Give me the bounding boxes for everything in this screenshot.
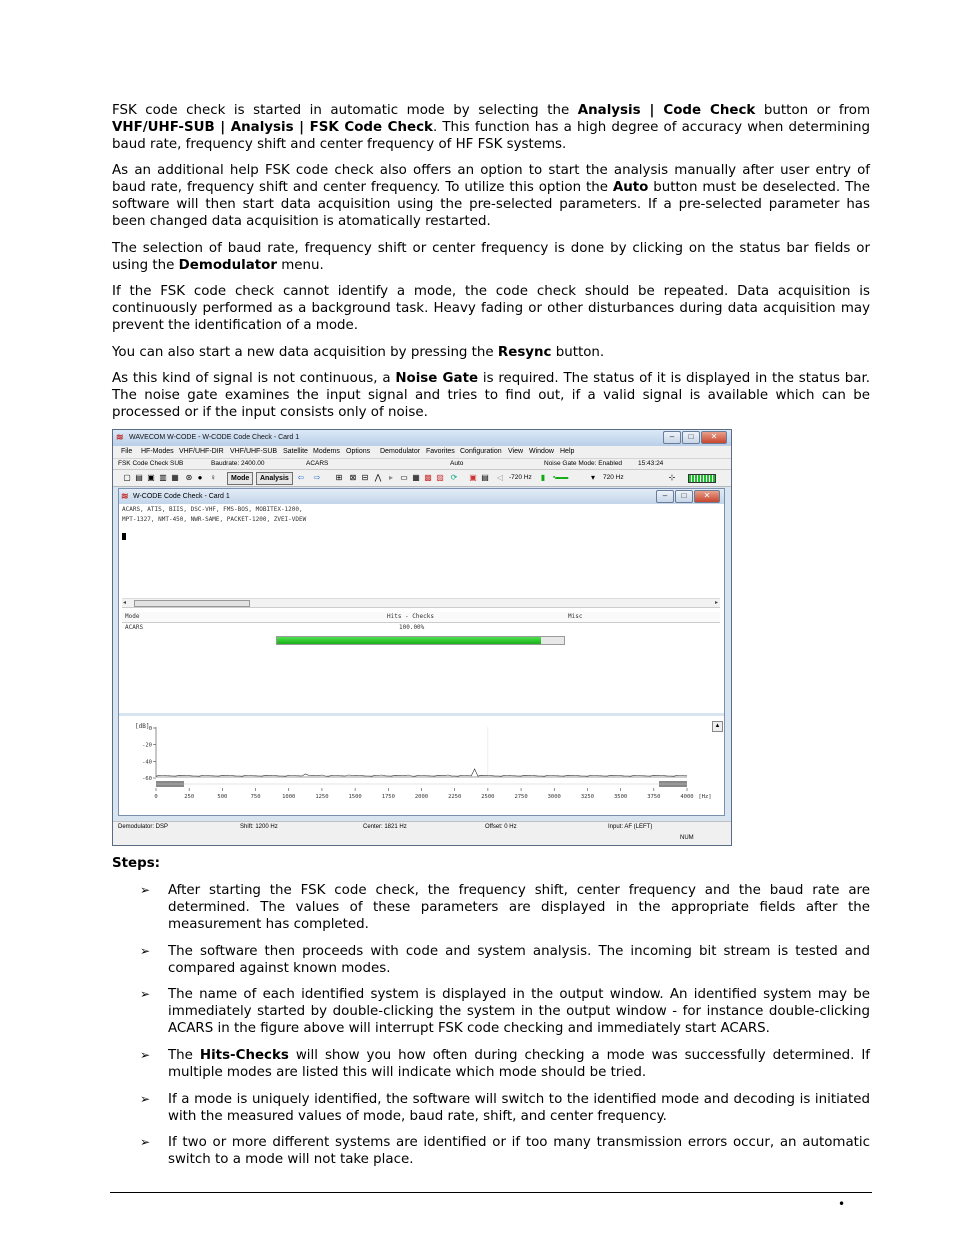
text: You can also start a new data acquisition by pressing the [112,345,498,360]
y-tick-label: -60 [142,776,152,782]
menu-hf-modes[interactable]: HF-Modes [141,448,174,455]
wavecom-logo-icon: ≋ [121,491,129,501]
text: . This function has a high degree of accuracy when determining baud rate, frequency shift and center frequency of HF FSK systems. [112,120,870,152]
bold-term: Auto [612,180,649,195]
speaker-icon[interactable]: ◁ [496,473,504,482]
status-mode[interactable]: FSK Code Check SUB [118,460,184,467]
output-line[interactable]: MPT-1327, NMT-450, NWR-SAME, PACKET-1200, ZVEI-VDEW [122,516,307,523]
text-cursor [122,531,720,544]
bold-term: VHF/UHF-SUB | Analysis | FSK Code Check [112,120,433,135]
status-demodulator[interactable]: Demodulator: DSP [118,824,169,830]
output-window[interactable] [122,505,720,598]
toolbar [113,470,731,487]
menu-help[interactable]: Help [560,448,575,455]
text: As this kind of signal is not continuous, a [112,371,396,386]
minimize-icon[interactable]: – [656,490,674,503]
analysis-button[interactable]: Analysis [256,472,293,485]
chevron-down-icon[interactable]: ▾ [590,473,595,482]
text: button or from [755,103,871,118]
tuning-icon[interactable]: ▮ [540,473,546,482]
bulb-icon[interactable]: ♀ [210,473,216,482]
text: button must be deselected. The software will then start data acquisition using the pre-selected parameters. If a pre-selected parameter has been changed data acquisition is atomatically restarted. [112,180,870,229]
status-offset[interactable]: Offset: 0 Hz [485,824,517,830]
bold-term: Demodulator [178,258,277,273]
stop-icon[interactable]: ▣ [469,473,477,482]
horizontal-scrollbar[interactable] [122,598,720,608]
child-window-title: W-CODE Code Check - Card 1 [133,493,230,500]
status-noise-gate[interactable]: Noise Gate Mode: Enabled [544,460,623,467]
menu-favorites[interactable]: Favorites [426,448,455,455]
bullet-arrow-icon: ➢ [140,987,151,1001]
x-tick-label: 2500 [481,794,495,800]
binoculars-icon[interactable]: ⊛ [185,473,193,482]
tuning-slider-icon[interactable]: ▪▬▬ [553,474,569,481]
waterfall-icon[interactable]: ▩ [424,473,432,482]
window-controls [663,431,727,443]
play-icon[interactable]: ▸ [388,473,393,482]
open-folder-icon[interactable]: ▤ [135,473,143,482]
status-num: NUM [680,835,694,841]
text: menu. [276,258,324,273]
refresh-icon[interactable]: ⟳ [450,473,458,482]
arrow-right-icon[interactable]: ⇨ [313,473,321,482]
paragraph-resync [112,344,870,361]
window-title: WAVECOM W-CODE - W-CODE Code Check - Card 1 [129,434,300,441]
bold-term: Noise Gate [395,371,479,386]
hits-progress-bar [276,636,565,645]
tools-icon[interactable]: ▨ [436,473,444,482]
menu-window[interactable]: Window [529,448,554,455]
results-table-header [122,612,720,623]
x-tick-label: 2250 [448,794,462,800]
grid-icon[interactable]: ⊞ [335,473,343,482]
child-titlebar [119,489,724,504]
paragraph-manual-mode [112,162,870,230]
x-tick-label: 500 [217,794,228,800]
menu-vhf-uhf-dir[interactable]: VHF/UHF-DIR [179,448,224,455]
x-tick-label: 1250 [315,794,329,800]
print-preview-icon[interactable]: ▦ [171,473,179,482]
main-titlebar [113,430,731,446]
paragraph-noise-gate [112,370,870,421]
resync-icon[interactable]: ⊠ [349,473,357,482]
spectrum-display [123,719,719,813]
table-row[interactable] [122,623,720,633]
close-icon[interactable]: ✕ [701,431,727,444]
y-axis-label: [dB] [135,723,150,730]
x-tick-label: 1000 [282,794,296,800]
step-item: If a mode is uniquely identified, the software will switch to the identified mode and decoding is initiated with the measured values of mode, baud rate, shift, and center frequency. [168,1092,870,1124]
step-item: If two or more different systems are identified or if too many transmission errors occur, an automatic switch to a mode will not take place. [168,1135,870,1167]
progress-fill [277,637,541,644]
text: The selection of baud rate, frequency shift or center frequency is done by clicking on the status bar fields or using the [112,241,870,273]
status-auto[interactable]: Auto [450,460,464,467]
steps-heading: Steps: [112,856,161,871]
menu-vhf-uhf-sub[interactable]: VHF/UHF-SUB [230,448,278,455]
screenshot-figure [112,429,732,846]
step-item: After starting the FSK code check, the frequency shift, center frequency and the baud rate are determined. The values of these parameters are displayed in the appropriate fields after the measurement has completed. [168,883,870,932]
restore-icon[interactable]: □ [675,490,693,503]
status-input[interactable]: Input: AF (LEFT) [608,824,653,830]
mode-button[interactable]: Mode [227,472,253,485]
print-icon[interactable]: ▥ [159,473,167,482]
spectrum-svg [123,719,719,813]
scroll-right-icon[interactable]: ▸ [714,600,718,606]
child-window-controls [656,490,720,502]
bold-term: Resync [497,345,552,360]
step-item [168,1047,870,1081]
save-icon[interactable]: ▣ [147,473,155,482]
footer-dot: • [838,1197,846,1211]
wavecom-logo-icon: ≋ [116,432,124,442]
x-tick-label: 3500 [614,794,628,800]
spectrum-trace [156,769,687,776]
menu-file[interactable]: File [121,448,133,455]
x-tick-label: 750 [250,794,261,800]
column-misc[interactable]: Misc [568,613,583,620]
record-icon[interactable]: ● [197,473,203,482]
x-tick-label: 4000 [680,794,694,800]
text: FSK code check is started in automatic mode by selecting the [112,103,578,118]
menu-bar [113,446,731,459]
bullet-arrow-icon: ➢ [140,1135,151,1149]
x-tick-label: 3000 [547,794,561,800]
waveform-icon[interactable]: ⋀ [374,473,382,482]
scroll-left-icon[interactable]: ◂ [123,600,127,606]
status-baudrate[interactable]: Baudrate: 2400.00 [211,460,265,467]
column-hits-checks[interactable]: Hits - Checks [387,613,434,620]
signal-level-meter [688,474,716,483]
spectrum-icon[interactable]: ▭ [400,473,408,482]
top-status-row [113,459,731,470]
bottom-status-bar [113,821,731,845]
x-tick-label: 3250 [580,794,595,800]
code-check-window [118,488,725,816]
menu-satellite[interactable]: Satellite [283,448,308,455]
x-tick-label: 2000 [414,794,429,800]
paragraph-repeat: If the FSK code check cannot identify a mode, the code check should be repeated. Data acquisition is continuously performed as a background task. Heavy fading or other disturbances during data acquisition may prevent the identification of a mode. [112,284,870,333]
text: button. [551,345,605,360]
footer-rule [110,1192,872,1193]
y-tick-label: -40 [142,759,152,766]
x-tick-label: 0 [154,794,158,800]
x-tick-label: 1750 [381,794,395,800]
cursor-block [122,533,126,540]
arrow-left-icon[interactable]: ⇦ [297,473,305,482]
status-shift[interactable]: Shift: 1200 Hz [240,824,278,830]
menu-view[interactable]: View [508,448,524,455]
x-tick-label: 1500 [348,794,362,800]
freq-right: 720 Hz [603,474,624,481]
step-item: The name of each identified system is displayed in the output window. An identified system may be immediately started by double-clicking the system in the output window - for instance double-clicking ACARS in the figure above will interrupt FSK code checking and immediately start ACARS. [168,987,870,1036]
status-time: 15:43:24 [638,460,664,467]
status-result: ACARS [306,460,329,467]
text: is required. The status of it is displayed in the status bar. The noise gate examines the input signal and tries to find out, if a valid signal is available which can be processed or if the input consists only of noise. [112,371,870,420]
menu-demodulator[interactable]: Demodulator [380,448,421,455]
menu-configuration[interactable]: Configuration [460,448,502,455]
step-item: The software then proceeds with code and system analysis. The incoming bit stream is tested and compared against known modes. [168,944,870,976]
close-icon[interactable]: ✕ [694,490,720,503]
x-axis-unit: [Hz] [698,794,712,800]
maximize-icon[interactable]: □ [682,431,700,444]
y-tick-label: -20 [142,742,152,749]
analyzer-icon[interactable]: ▦ [412,473,420,482]
row-percent: 100.00% [399,624,425,631]
bullet-arrow-icon: ➢ [140,1048,151,1062]
output-line[interactable]: ACARS, ATIS, BIIS, DSC-VHF, FMS-BOS, MOBITEX-1200, [122,506,303,513]
menu-options[interactable]: Options [346,448,371,455]
crosshair-icon[interactable]: ⊹ [668,473,676,482]
x-tick-label: 250 [184,794,195,800]
settings-icon[interactable]: ▤ [481,473,489,482]
freq-left: -720 Hz [509,474,532,481]
new-file-icon[interactable]: ▢ [123,473,131,482]
text: The [168,1048,200,1063]
chart-icon[interactable]: ⊟ [361,473,369,482]
menu-modems[interactable]: Modems [313,448,340,455]
scrollbar-thumb[interactable] [134,600,250,607]
bullet-arrow-icon: ➢ [140,883,151,897]
column-mode[interactable]: Mode [125,613,140,620]
collapse-up-icon[interactable]: ▲ [712,721,723,732]
bold-term: Analysis | Code Check [577,103,756,118]
text: will show you how often during checking a mode was successfully determined. If multiple modes are listed this will indicate which mode should be tried. [168,1048,870,1080]
text: As an additional help FSK code check also offers an option to start the analysis manually after user entry of baud rate, frequency shift and center frequency. To utilize this option the [112,163,870,195]
bullet-arrow-icon: ➢ [140,944,151,958]
minimize-icon[interactable]: – [663,431,681,444]
bold-term: Hits-Checks [199,1048,289,1063]
x-tick-label: 2750 [514,794,528,800]
y-tick-label: 0 [148,726,152,732]
pane-divider[interactable] [119,713,724,716]
paragraph-intro [112,102,870,153]
status-center[interactable]: Center: 1821 Hz [363,824,407,830]
row-mode[interactable]: ACARS [125,624,144,631]
bullet-arrow-icon: ➢ [140,1092,151,1106]
x-tick-label: 3750 [647,794,661,800]
paragraph-selection [112,240,870,274]
